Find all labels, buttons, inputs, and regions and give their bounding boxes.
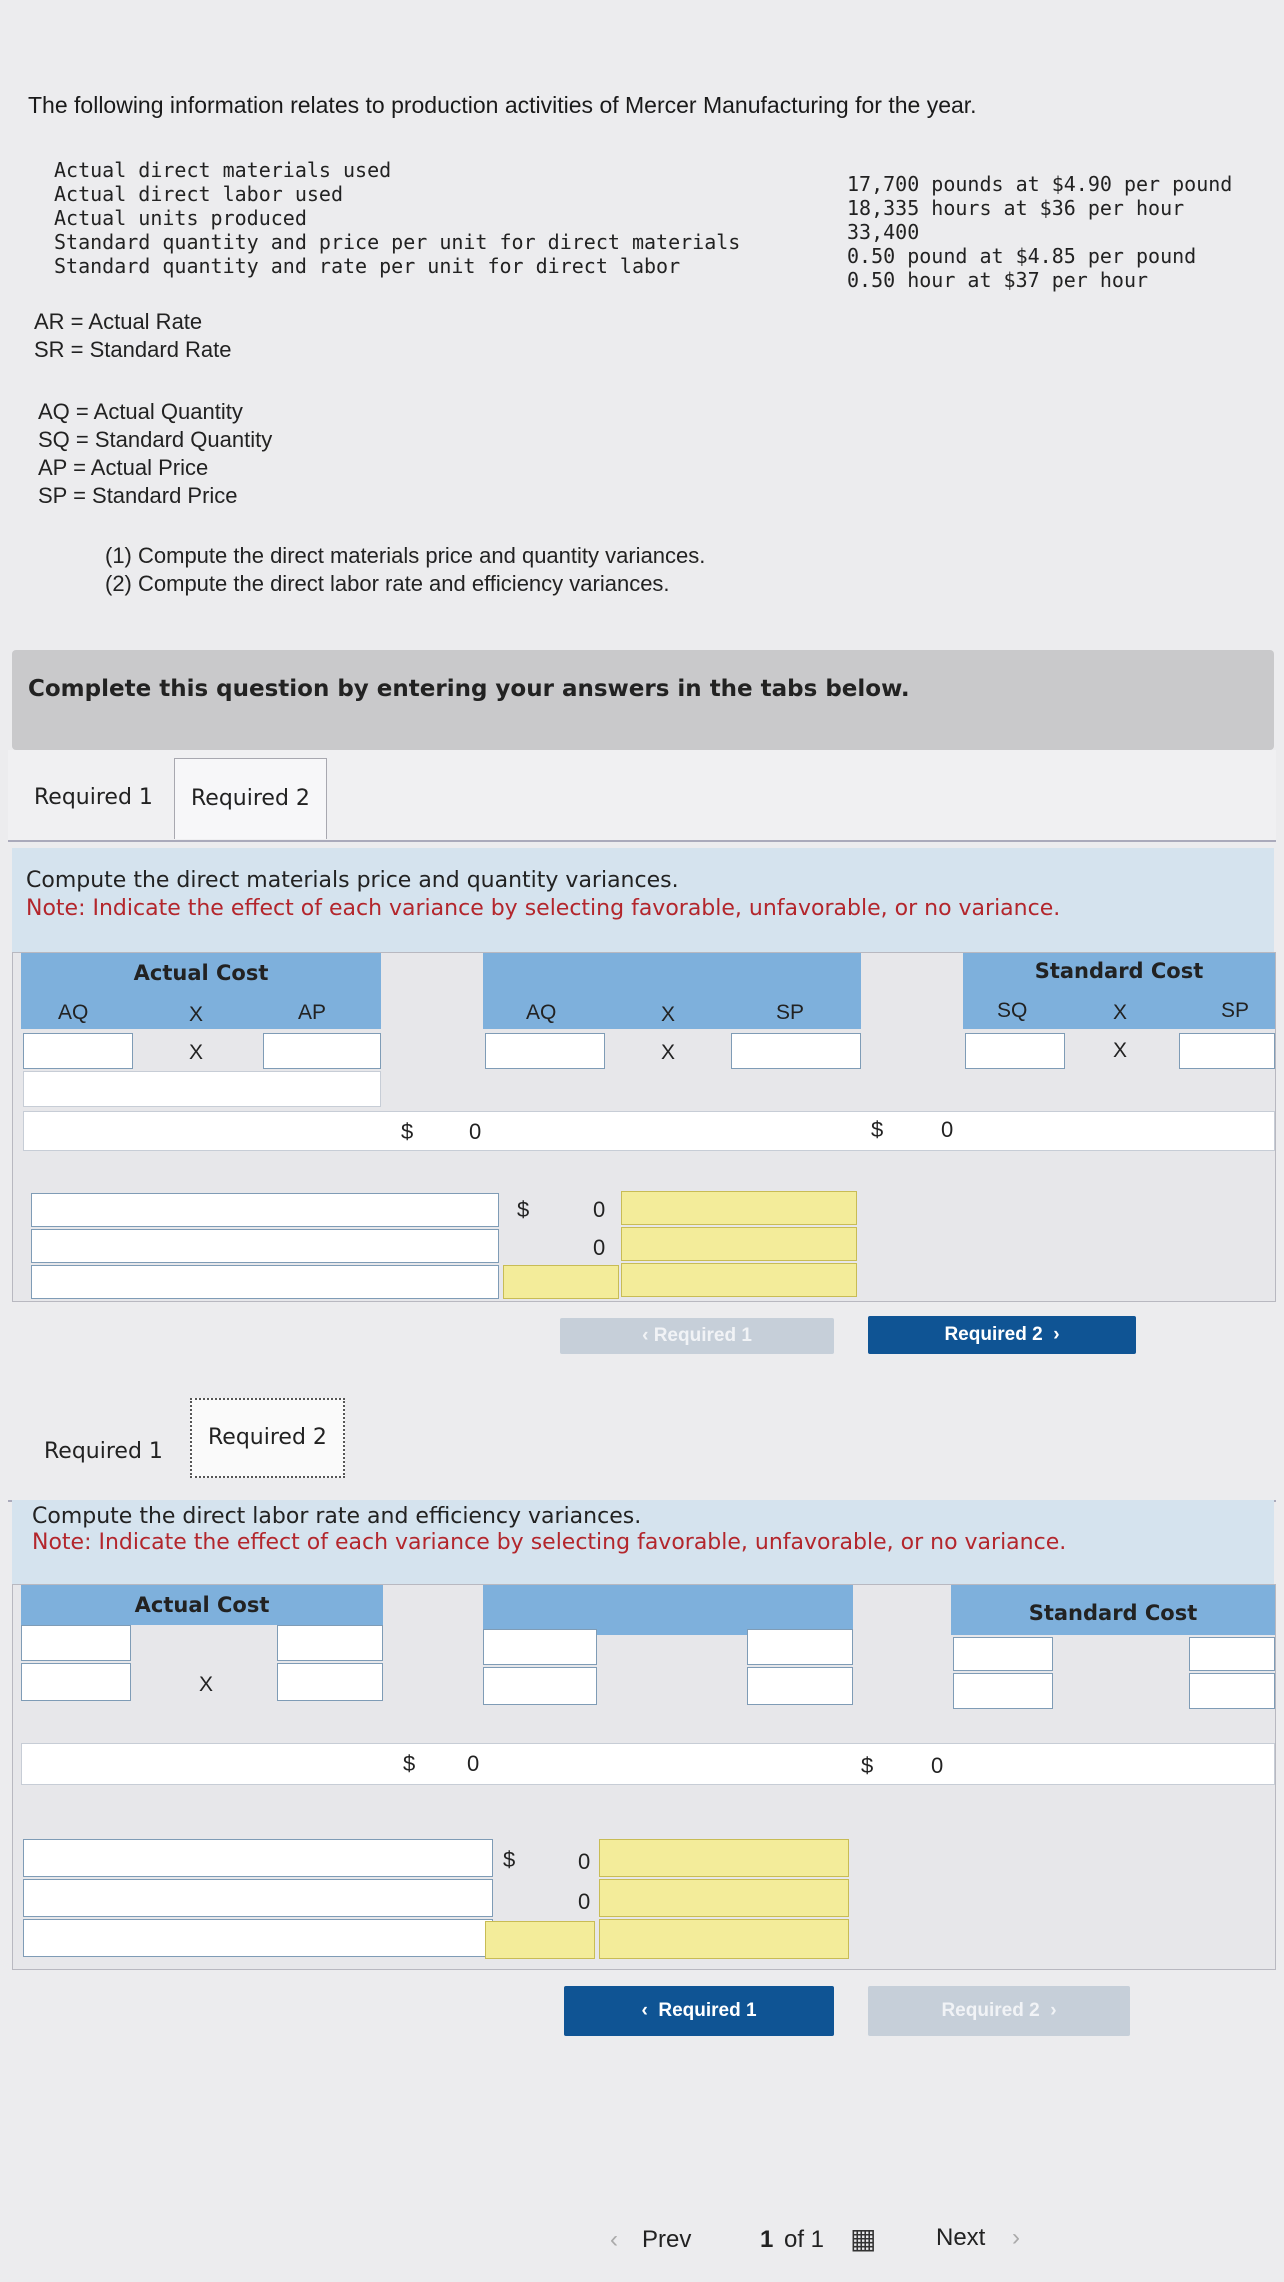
task-list xyxy=(105,542,705,598)
variance-effect-select[interactable] xyxy=(599,1919,849,1959)
times-label: X xyxy=(661,1003,676,1026)
dollar-sign: $ xyxy=(403,1751,416,1776)
facts-labels xyxy=(54,158,740,278)
totals-row xyxy=(21,1743,1275,1785)
aq-input[interactable] xyxy=(485,1033,605,1069)
middle-header xyxy=(483,1585,853,1635)
chevron-left-icon: ‹ xyxy=(610,2226,618,2253)
actual-cost-total: 0 xyxy=(469,1119,482,1144)
sp-label: SP xyxy=(776,1001,805,1024)
fact-value: 17,700 pounds at $4.90 per pound xyxy=(847,172,1233,196)
variance-label-select[interactable] xyxy=(31,1193,499,1227)
current-page: 1 xyxy=(760,2226,774,2253)
aq-label: AQ xyxy=(58,1001,89,1024)
aq-label: AQ xyxy=(526,1001,557,1024)
task-item: (1) Compute the direct materials price and quantity variances. xyxy=(105,543,706,568)
definition: SR = Standard Rate xyxy=(34,337,232,362)
fact-label: Actual direct materials used xyxy=(54,158,392,182)
ar-input[interactable] xyxy=(277,1663,383,1701)
dollar-sign: $ xyxy=(861,1753,874,1778)
variance-effect-select[interactable] xyxy=(621,1227,857,1261)
variance-amount: 0 xyxy=(578,1889,591,1914)
fact-label: Standard quantity and rate per unit for direct labor xyxy=(54,254,681,278)
section-instructions xyxy=(12,848,1274,953)
problem-intro: The following information relates to production activities of Mercer Manufacturing for the year. xyxy=(28,92,977,118)
standard-cost-header: Standard Cost xyxy=(963,953,1275,993)
sp-input[interactable] xyxy=(731,1033,861,1069)
variance-effect-select[interactable] xyxy=(599,1879,849,1917)
definition: SQ = Standard Quantity xyxy=(38,427,273,452)
banner-text: Complete this question by entering your answers in the tabs below. xyxy=(28,676,910,702)
ap-label: AP xyxy=(298,1001,327,1024)
sr-input[interactable] xyxy=(747,1667,853,1705)
grid-icon[interactable]: ▦ xyxy=(850,2223,877,2254)
sq-label: SQ xyxy=(997,999,1028,1022)
sp-input[interactable] xyxy=(1179,1033,1275,1069)
instruction-banner xyxy=(12,650,1274,750)
ah-input[interactable] xyxy=(21,1663,131,1701)
times-label: X xyxy=(189,1041,204,1064)
tab-required-2[interactable]: Required 2 xyxy=(174,758,327,839)
page-count: of 1 xyxy=(784,2226,825,2253)
definition: AR = Actual Rate xyxy=(34,309,203,334)
chevron-right-icon: › xyxy=(1039,2000,1057,2021)
section-title: Compute the direct labor rate and efficiency variances. xyxy=(32,1504,642,1529)
prev-required-button[interactable]: ‹ Required 1 xyxy=(564,1986,834,2036)
sr-input[interactable] xyxy=(747,1629,853,1665)
rate-definitions xyxy=(34,308,232,364)
next-page-button[interactable]: Next xyxy=(936,2224,986,2251)
times-label: X xyxy=(1113,1001,1128,1024)
variance-amount: 0 xyxy=(578,1849,591,1874)
blank-row xyxy=(23,1071,381,1107)
facts-values xyxy=(847,172,1232,292)
variance-label-select[interactable] xyxy=(23,1919,493,1957)
ah-input[interactable] xyxy=(483,1667,597,1705)
variance-label-select[interactable] xyxy=(31,1265,499,1299)
variance-effect-select[interactable] xyxy=(621,1191,857,1225)
dollar-sign: $ xyxy=(401,1119,414,1144)
materials-variance-grid xyxy=(12,952,1276,1302)
ap-input[interactable] xyxy=(263,1033,381,1069)
section-note: Note: Indicate the effect of each variance by selecting favorable, unfavorable, or no variance. xyxy=(32,1530,1067,1555)
next-required-button[interactable]: Required 2 › xyxy=(868,1316,1136,1354)
middle-header xyxy=(483,953,861,993)
sh-input[interactable] xyxy=(953,1673,1053,1709)
fact-value: 0.50 pound at $4.85 per pound xyxy=(847,244,1197,268)
section-title: Compute the direct materials price and quantity variances. xyxy=(26,868,679,893)
fact-label: Actual units produced xyxy=(54,206,307,230)
chevron-left-icon: ‹ xyxy=(641,2000,659,2021)
task-item: (2) Compute the direct labor rate and efficiency variances. xyxy=(105,571,670,596)
tab-bar xyxy=(8,1390,1276,1502)
ar-input[interactable] xyxy=(277,1625,383,1661)
variance-amount: 0 xyxy=(593,1197,606,1222)
section-instructions xyxy=(12,1500,1274,1588)
ah-input[interactable] xyxy=(21,1625,131,1661)
chevron-left-icon: ‹ xyxy=(642,1325,654,1346)
times-label: X xyxy=(189,1003,204,1026)
standard-cost-total: 0 xyxy=(931,1753,944,1778)
section-note: Note: Indicate the effect of each variance by selecting favorable, unfavorable, or no variance. xyxy=(26,896,1061,921)
definition: SP = Standard Price xyxy=(38,483,238,508)
sh-input[interactable] xyxy=(953,1637,1053,1671)
tab-required-2[interactable]: Required 2 xyxy=(190,1398,345,1478)
variance-label-select[interactable] xyxy=(23,1879,493,1917)
aq-input[interactable] xyxy=(23,1033,133,1069)
dollar-sign: $ xyxy=(503,1847,516,1872)
sq-input[interactable] xyxy=(965,1033,1065,1069)
sp-label: SP xyxy=(1221,999,1250,1022)
times-label: X xyxy=(199,1673,214,1696)
definition: AP = Actual Price xyxy=(38,455,209,480)
fact-label: Actual direct labor used xyxy=(54,182,343,206)
fact-value: 0.50 hour at $37 per hour xyxy=(847,268,1149,292)
times-label: X xyxy=(1113,1039,1128,1062)
variance-amount-total[interactable] xyxy=(503,1265,619,1299)
variance-amount-total[interactable] xyxy=(485,1921,595,1959)
variance-label-select[interactable] xyxy=(23,1839,493,1877)
variance-amount: 0 xyxy=(593,1235,606,1260)
quantity-definitions xyxy=(38,398,272,510)
variance-effect-select[interactable] xyxy=(599,1839,849,1877)
standard-cost-header: Standard Cost xyxy=(951,1585,1275,1635)
chevron-right-icon: › xyxy=(1012,2224,1020,2251)
next-required-button[interactable]: Required 2 › xyxy=(868,1986,1130,2036)
dollar-sign: $ xyxy=(517,1197,530,1222)
ah-input[interactable] xyxy=(483,1629,597,1665)
prev-required-button[interactable]: ‹ Required 1 xyxy=(560,1318,834,1354)
pagination-bar xyxy=(0,2200,1284,2282)
sr-input[interactable] xyxy=(1189,1673,1275,1709)
variance-effect-select[interactable] xyxy=(621,1263,857,1297)
fact-value: 18,335 hours at $36 per hour xyxy=(847,196,1185,220)
prev-page-button[interactable]: Prev xyxy=(642,2226,692,2253)
dollar-sign: $ xyxy=(871,1117,884,1142)
actual-cost-header: Actual Cost xyxy=(21,953,381,993)
actual-cost-total: 0 xyxy=(467,1751,480,1776)
fact-value: 33,400 xyxy=(847,220,920,244)
times-label: X xyxy=(661,1041,676,1064)
labor-variance-grid xyxy=(12,1584,1276,1970)
tab-required-1[interactable]: Required 1 xyxy=(44,1439,163,1464)
fact-label: Standard quantity and price per unit for direct materials xyxy=(54,230,741,254)
chevron-right-icon: › xyxy=(1042,1324,1060,1345)
sr-input[interactable] xyxy=(1189,1637,1275,1671)
standard-cost-total: 0 xyxy=(941,1117,954,1142)
tab-bar xyxy=(8,750,1276,842)
totals-row xyxy=(23,1111,1275,1151)
definition: AQ = Actual Quantity xyxy=(38,399,243,424)
variance-label-select[interactable] xyxy=(31,1229,499,1263)
tab-required-1[interactable]: Required 1 xyxy=(18,758,169,838)
actual-cost-header: Actual Cost xyxy=(21,1585,383,1625)
